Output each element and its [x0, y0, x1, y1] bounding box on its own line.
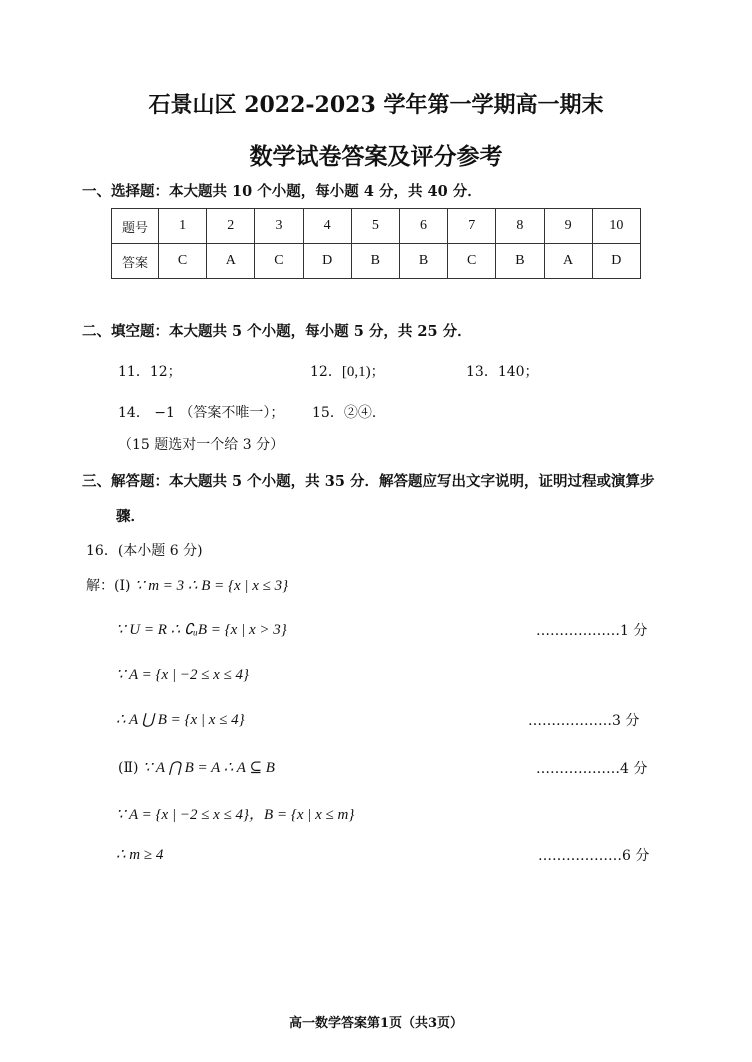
table-cell: 2: [207, 209, 255, 244]
solution-line-1: [86, 575, 288, 595]
problem-16-title: 16．(本小题 6 分): [86, 543, 203, 559]
section2-heading: 二、填空题：本大题共 5 个小题，每小题 5 分，共 25 分．: [82, 323, 472, 340]
solution-prefix: 解：(Ⅰ): [86, 578, 131, 594]
table-cell: A: [544, 244, 592, 279]
scoring-note: （15 题选对一个给 3 分）: [118, 437, 285, 453]
solution-line-2: [116, 620, 287, 639]
solution-math: ∵ A = {x | −2 ≤ x ≤ 4}: [116, 667, 250, 683]
table-cell: 4: [303, 209, 351, 244]
section3-heading: 三、解答题：本大题共 5 个小题，共 35 分．解答题应写出文字说明，证明过程或演算步: [82, 473, 655, 490]
table-row-answers: [112, 244, 641, 279]
table-cell: 7: [448, 209, 496, 244]
score-mark: ………………3 分: [528, 713, 640, 729]
fill-answer-12-interval: [0,1): [341, 364, 371, 380]
fill-answer-12: [310, 361, 385, 381]
fill-answer-12-sep: ；: [370, 364, 385, 380]
table-cell: B: [496, 244, 544, 279]
score-mark: ………………4 分: [536, 761, 648, 777]
document-subtitle: 数学试卷答案及评分参考: [249, 143, 503, 170]
fill-answer-14: 14． −1 （答案不唯一）；: [118, 405, 285, 421]
fill-answer-15: 15．②④．: [312, 405, 386, 421]
table-cell: C: [448, 244, 496, 279]
solution-line-7: [116, 845, 163, 864]
fill-answer-11: 11．12；: [118, 364, 182, 380]
solution-line-4: [116, 710, 245, 729]
solution-line-5: [118, 758, 275, 777]
solution-line-6: [116, 803, 354, 824]
table-cell: B: [351, 244, 399, 279]
solution-math: ∵ U = R ∴ ∁ᵤB = {x | x > 3}: [116, 622, 287, 638]
table-cell: A: [207, 244, 255, 279]
table-cell: 3: [255, 209, 303, 244]
table-cell: 8: [496, 209, 544, 244]
row-label-number: 题号: [112, 209, 159, 244]
row-label-answer: 答案: [112, 244, 159, 279]
score-mark: ………………1 分: [536, 623, 648, 639]
table-cell: B: [399, 244, 447, 279]
table-row-numbers: [112, 209, 641, 244]
solution-prefix: (Ⅱ): [118, 760, 139, 776]
table-cell: D: [303, 244, 351, 279]
table-cell: 9: [544, 209, 592, 244]
fill-answer-13: 13．140；: [466, 364, 539, 380]
table-cell: 1: [159, 209, 207, 244]
section1-heading: 一、选择题：本大题共 10 个小题，每小题 4 分，共 40 分．: [82, 183, 482, 200]
document-title: 石景山区 2022-2023 学年第一学期高一期末: [148, 92, 604, 118]
table-cell: 10: [592, 209, 640, 244]
table-cell: C: [255, 244, 303, 279]
answer-table: [111, 208, 641, 279]
solution-math: ∴ A ⋃ B = {x | x ≤ 4}: [116, 712, 245, 728]
table-cell: 6: [399, 209, 447, 244]
table-cell: D: [592, 244, 640, 279]
table-cell: 5: [351, 209, 399, 244]
fill-answer-12-number: 12．: [310, 364, 342, 380]
page-footer: 高一数学答案第1页（共3页）: [288, 1016, 464, 1031]
solution-math: ∵ m = 3 ∴ B = {x | x ≤ 3}: [134, 578, 289, 594]
solution-math: ∵ A = {x | −2 ≤ x ≤ 4}，B = {x | x ≤ m}: [116, 807, 355, 823]
solution-math: ∴ m ≥ 4: [116, 847, 164, 863]
solution-line-3: [116, 665, 249, 684]
table-cell: C: [159, 244, 207, 279]
solution-math: ∵ A ⋂ B = A ∴ A ⊆ B: [142, 760, 275, 776]
score-mark: ………………6 分: [538, 848, 650, 864]
section3-heading-cont: 骤．: [116, 508, 145, 525]
